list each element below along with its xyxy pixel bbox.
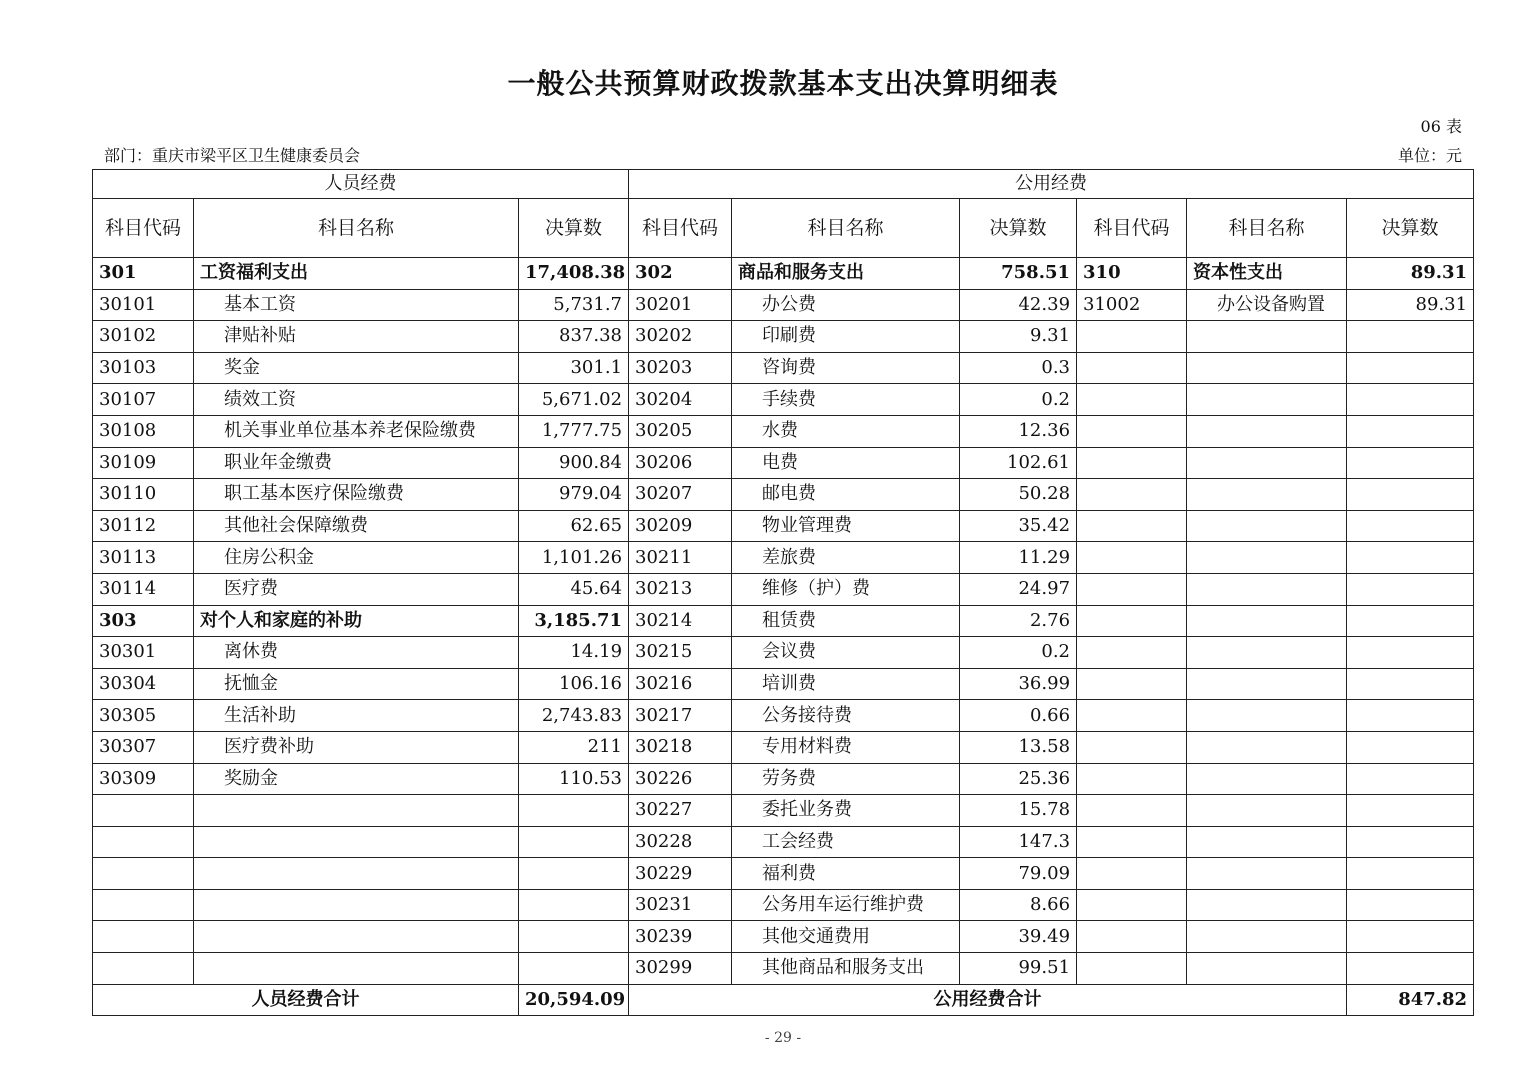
cell-code <box>93 858 194 890</box>
cell-amount: 147.3 <box>960 826 1077 858</box>
col-header-name: 科目名称 <box>194 199 519 258</box>
cell-code <box>1077 826 1187 858</box>
cell-name <box>1187 668 1347 700</box>
cell-amount <box>1347 605 1474 637</box>
cell-amount <box>519 921 629 953</box>
unit-label: 单位：元 <box>1397 146 1462 165</box>
cell-code: 30114 <box>93 573 194 605</box>
cell-code: 30216 <box>629 668 732 700</box>
cell-name <box>1187 858 1347 890</box>
cell-name <box>1187 763 1347 795</box>
cell-code: 30205 <box>629 415 732 447</box>
cell-code <box>1077 352 1187 384</box>
table-row <box>93 605 1474 637</box>
cell-name: 基本工资 <box>194 289 519 321</box>
cell-name: 生活补助 <box>194 700 519 732</box>
cell-name: 水费 <box>732 415 960 447</box>
cell-code: 30305 <box>93 700 194 732</box>
col-header-code: 科目代码 <box>93 199 194 258</box>
cell-amount: 8.66 <box>960 889 1077 921</box>
cell-code: 30214 <box>629 605 732 637</box>
cell-amount: 13.58 <box>960 731 1077 763</box>
personnel-total-label: 人员经费合计 <box>93 984 519 1015</box>
cell-name: 商品和服务支出 <box>732 258 960 290</box>
table-row <box>93 258 1474 290</box>
cell-name: 职业年金缴费 <box>194 447 519 479</box>
cell-code <box>1077 668 1187 700</box>
cell-code <box>93 921 194 953</box>
cell-name: 医疗费补助 <box>194 731 519 763</box>
cell-name <box>1187 384 1347 416</box>
cell-code <box>1077 479 1187 511</box>
cell-name: 绩效工资 <box>194 384 519 416</box>
cell-amount: 1,101.26 <box>519 542 629 574</box>
group-header-public: 公用经费 <box>629 170 1474 199</box>
cell-name: 物业管理费 <box>732 510 960 542</box>
table-row <box>93 763 1474 795</box>
cell-amount: 0.3 <box>960 352 1077 384</box>
cell-name <box>1187 573 1347 605</box>
table-row <box>93 352 1474 384</box>
table-row <box>93 384 1474 416</box>
cell-amount: 5,731.7 <box>519 289 629 321</box>
cell-code: 303 <box>93 605 194 637</box>
cell-name: 劳务费 <box>732 763 960 795</box>
cell-amount: 0.66 <box>960 700 1077 732</box>
table-row <box>93 542 1474 574</box>
cell-code: 30307 <box>93 731 194 763</box>
cell-amount: 15.78 <box>960 795 1077 827</box>
table-row <box>93 700 1474 732</box>
cell-amount: 5,671.02 <box>519 384 629 416</box>
cell-amount: 1,777.75 <box>519 415 629 447</box>
cell-name: 奖励金 <box>194 763 519 795</box>
table-row <box>93 479 1474 511</box>
cell-name: 咨询费 <box>732 352 960 384</box>
cell-amount: 12.36 <box>960 415 1077 447</box>
cell-amount <box>1347 510 1474 542</box>
cell-code: 30110 <box>93 479 194 511</box>
cell-amount <box>1347 479 1474 511</box>
cell-code: 302 <box>629 258 732 290</box>
cell-amount <box>1347 858 1474 890</box>
cell-amount <box>519 826 629 858</box>
cell-code: 30215 <box>629 637 732 669</box>
cell-code: 30217 <box>629 700 732 732</box>
cell-code <box>1077 858 1187 890</box>
table-row <box>93 510 1474 542</box>
cell-amount <box>1347 731 1474 763</box>
cell-name <box>1187 605 1347 637</box>
cell-code <box>93 953 194 985</box>
cell-amount <box>1347 542 1474 574</box>
cell-name <box>1187 510 1347 542</box>
page-title: 一般公共预算财政拨款基本支出决算明细表 <box>507 67 1059 100</box>
table-row <box>93 573 1474 605</box>
cell-code <box>93 889 194 921</box>
cell-amount: 900.84 <box>519 447 629 479</box>
cell-amount: 62.65 <box>519 510 629 542</box>
cell-name: 公务接待费 <box>732 700 960 732</box>
cell-code: 30228 <box>629 826 732 858</box>
cell-code: 30207 <box>629 479 732 511</box>
cell-code <box>1077 700 1187 732</box>
cell-name: 医疗费 <box>194 573 519 605</box>
table-row <box>93 668 1474 700</box>
col-header-code: 科目代码 <box>629 199 732 258</box>
cell-name: 机关事业单位基本养老保险缴费 <box>194 415 519 447</box>
cell-amount <box>1347 826 1474 858</box>
cell-name <box>1187 731 1347 763</box>
col-header-name: 科目名称 <box>732 199 960 258</box>
cell-code: 30304 <box>93 668 194 700</box>
cell-amount: 89.31 <box>1347 258 1474 290</box>
cell-code: 30102 <box>93 321 194 353</box>
cell-code: 30299 <box>629 953 732 985</box>
cell-code: 30213 <box>629 573 732 605</box>
cell-name <box>1187 953 1347 985</box>
cell-name: 奖金 <box>194 352 519 384</box>
cell-amount <box>519 889 629 921</box>
cell-amount <box>519 858 629 890</box>
cell-amount: 24.97 <box>960 573 1077 605</box>
cell-code <box>1077 953 1187 985</box>
cell-amount: 211 <box>519 731 629 763</box>
cell-amount <box>1347 795 1474 827</box>
cell-name <box>1187 700 1347 732</box>
cell-code <box>1077 321 1187 353</box>
cell-name: 会议费 <box>732 637 960 669</box>
cell-code: 30113 <box>93 542 194 574</box>
cell-amount <box>1347 352 1474 384</box>
cell-name <box>194 795 519 827</box>
cell-code <box>1077 605 1187 637</box>
personnel-total-value: 20,594.09 <box>519 984 629 1015</box>
cell-name <box>194 953 519 985</box>
cell-code <box>1077 510 1187 542</box>
col-header-amount: 决算数 <box>519 199 629 258</box>
cell-code <box>1077 415 1187 447</box>
cell-code: 30211 <box>629 542 732 574</box>
cell-name: 其他社会保障缴费 <box>194 510 519 542</box>
page-number: - 29 - <box>764 1030 802 1046</box>
table-row <box>93 637 1474 669</box>
cell-name <box>194 826 519 858</box>
cell-code: 301 <box>93 258 194 290</box>
cell-name: 培训费 <box>732 668 960 700</box>
cell-amount: 301.1 <box>519 352 629 384</box>
cell-name <box>1187 321 1347 353</box>
cell-amount: 2.76 <box>960 605 1077 637</box>
cell-amount: 45.64 <box>519 573 629 605</box>
cell-name: 公务用车运行维护费 <box>732 889 960 921</box>
cell-name: 委托业务费 <box>732 795 960 827</box>
cell-name: 离休费 <box>194 637 519 669</box>
cell-code <box>1077 795 1187 827</box>
cell-name <box>1187 447 1347 479</box>
cell-amount: 837.38 <box>519 321 629 353</box>
table-row <box>93 826 1474 858</box>
table-row <box>93 289 1474 321</box>
cell-name: 对个人和家庭的补助 <box>194 605 519 637</box>
cell-code: 310 <box>1077 258 1187 290</box>
table-row <box>93 921 1474 953</box>
col-header-amount: 决算数 <box>1347 199 1474 258</box>
cell-code: 30202 <box>629 321 732 353</box>
cell-code <box>1077 384 1187 416</box>
cell-amount: 979.04 <box>519 479 629 511</box>
group-header-personnel: 人员经费 <box>93 170 629 199</box>
cell-name <box>1187 479 1347 511</box>
expenditure-table <box>92 169 1474 1016</box>
cell-name <box>1187 795 1347 827</box>
table-row <box>93 731 1474 763</box>
col-header-amount: 决算数 <box>960 199 1077 258</box>
table-row <box>93 447 1474 479</box>
cell-code <box>1077 637 1187 669</box>
cell-amount <box>1347 384 1474 416</box>
cell-amount: 102.61 <box>960 447 1077 479</box>
cell-amount <box>1347 321 1474 353</box>
cell-name <box>1187 352 1347 384</box>
cell-code <box>93 795 194 827</box>
cell-name: 工会经费 <box>732 826 960 858</box>
table-row <box>93 953 1474 985</box>
cell-code: 30103 <box>93 352 194 384</box>
cell-name: 差旅费 <box>732 542 960 574</box>
table-row <box>93 415 1474 447</box>
cell-name <box>194 921 519 953</box>
cell-amount <box>1347 953 1474 985</box>
cell-amount: 25.36 <box>960 763 1077 795</box>
cell-amount <box>1347 573 1474 605</box>
cell-name <box>1187 542 1347 574</box>
cell-code: 30107 <box>93 384 194 416</box>
cell-code: 30239 <box>629 921 732 953</box>
cell-code <box>1077 763 1187 795</box>
table-row <box>93 858 1474 890</box>
cell-amount: 42.39 <box>960 289 1077 321</box>
cell-amount: 0.2 <box>960 384 1077 416</box>
cell-name <box>1187 889 1347 921</box>
cell-name: 抚恤金 <box>194 668 519 700</box>
cell-amount: 106.16 <box>519 668 629 700</box>
cell-amount <box>1347 763 1474 795</box>
cell-code: 30204 <box>629 384 732 416</box>
cell-name: 租赁费 <box>732 605 960 637</box>
cell-name: 维修（护）费 <box>732 573 960 605</box>
cell-code: 30203 <box>629 352 732 384</box>
cell-code: 31002 <box>1077 289 1187 321</box>
cell-amount: 79.09 <box>960 858 1077 890</box>
cell-name: 专用材料费 <box>732 731 960 763</box>
cell-code <box>1077 731 1187 763</box>
cell-code <box>1077 921 1187 953</box>
cell-code <box>1077 542 1187 574</box>
cell-name: 办公设备购置 <box>1187 289 1347 321</box>
cell-name: 职工基本医疗保险缴费 <box>194 479 519 511</box>
cell-name <box>194 858 519 890</box>
cell-code: 30209 <box>629 510 732 542</box>
cell-amount: 50.28 <box>960 479 1077 511</box>
cell-amount: 35.42 <box>960 510 1077 542</box>
cell-name <box>1187 826 1347 858</box>
table-row <box>93 795 1474 827</box>
cell-code: 30201 <box>629 289 732 321</box>
cell-amount: 758.51 <box>960 258 1077 290</box>
cell-name: 工资福利支出 <box>194 258 519 290</box>
cell-name: 福利费 <box>732 858 960 890</box>
cell-name: 邮电费 <box>732 479 960 511</box>
cell-amount: 14.19 <box>519 637 629 669</box>
col-header-code: 科目代码 <box>1077 199 1187 258</box>
cell-amount: 9.31 <box>960 321 1077 353</box>
cell-name: 办公费 <box>732 289 960 321</box>
table-number: 06 表 <box>1420 117 1462 136</box>
cell-name <box>1187 415 1347 447</box>
cell-code: 30227 <box>629 795 732 827</box>
cell-amount <box>1347 447 1474 479</box>
table-row <box>93 321 1474 353</box>
cell-code: 30101 <box>93 289 194 321</box>
cell-name <box>194 889 519 921</box>
cell-name: 其他商品和服务支出 <box>732 953 960 985</box>
department-label: 部门：重庆市梁平区卫生健康委员会 <box>104 146 361 165</box>
cell-name: 其他交通费用 <box>732 921 960 953</box>
cell-code <box>1077 573 1187 605</box>
cell-code: 30108 <box>93 415 194 447</box>
cell-name: 津贴补贴 <box>194 321 519 353</box>
cell-amount <box>519 953 629 985</box>
cell-amount: 36.99 <box>960 668 1077 700</box>
cell-code: 30301 <box>93 637 194 669</box>
cell-code: 30109 <box>93 447 194 479</box>
cell-name: 手续费 <box>732 384 960 416</box>
cell-amount: 110.53 <box>519 763 629 795</box>
public-total-value: 847.82 <box>1347 984 1474 1015</box>
cell-code: 30226 <box>629 763 732 795</box>
cell-amount: 17,408.38 <box>519 258 629 290</box>
cell-name: 资本性支出 <box>1187 258 1347 290</box>
cell-amount: 89.31 <box>1347 289 1474 321</box>
cell-amount <box>1347 637 1474 669</box>
cell-amount: 0.2 <box>960 637 1077 669</box>
cell-code: 30206 <box>629 447 732 479</box>
cell-code: 30231 <box>629 889 732 921</box>
table-row <box>93 889 1474 921</box>
cell-code <box>1077 889 1187 921</box>
cell-code: 30218 <box>629 731 732 763</box>
cell-name <box>1187 921 1347 953</box>
cell-name: 电费 <box>732 447 960 479</box>
cell-code: 30309 <box>93 763 194 795</box>
cell-amount <box>1347 668 1474 700</box>
cell-amount <box>1347 921 1474 953</box>
public-total-label: 公用经费合计 <box>629 984 1347 1015</box>
cell-amount: 3,185.71 <box>519 605 629 637</box>
cell-name: 印刷费 <box>732 321 960 353</box>
cell-code: 30229 <box>629 858 732 890</box>
cell-amount: 2,743.83 <box>519 700 629 732</box>
cell-name: 住房公积金 <box>194 542 519 574</box>
cell-name <box>1187 637 1347 669</box>
cell-amount <box>1347 700 1474 732</box>
cell-code: 30112 <box>93 510 194 542</box>
cell-amount: 11.29 <box>960 542 1077 574</box>
cell-amount <box>1347 415 1474 447</box>
cell-amount <box>519 795 629 827</box>
cell-amount: 99.51 <box>960 953 1077 985</box>
col-header-name: 科目名称 <box>1187 199 1347 258</box>
cell-amount <box>1347 889 1474 921</box>
cell-code <box>1077 447 1187 479</box>
cell-amount: 39.49 <box>960 921 1077 953</box>
cell-code <box>93 826 194 858</box>
